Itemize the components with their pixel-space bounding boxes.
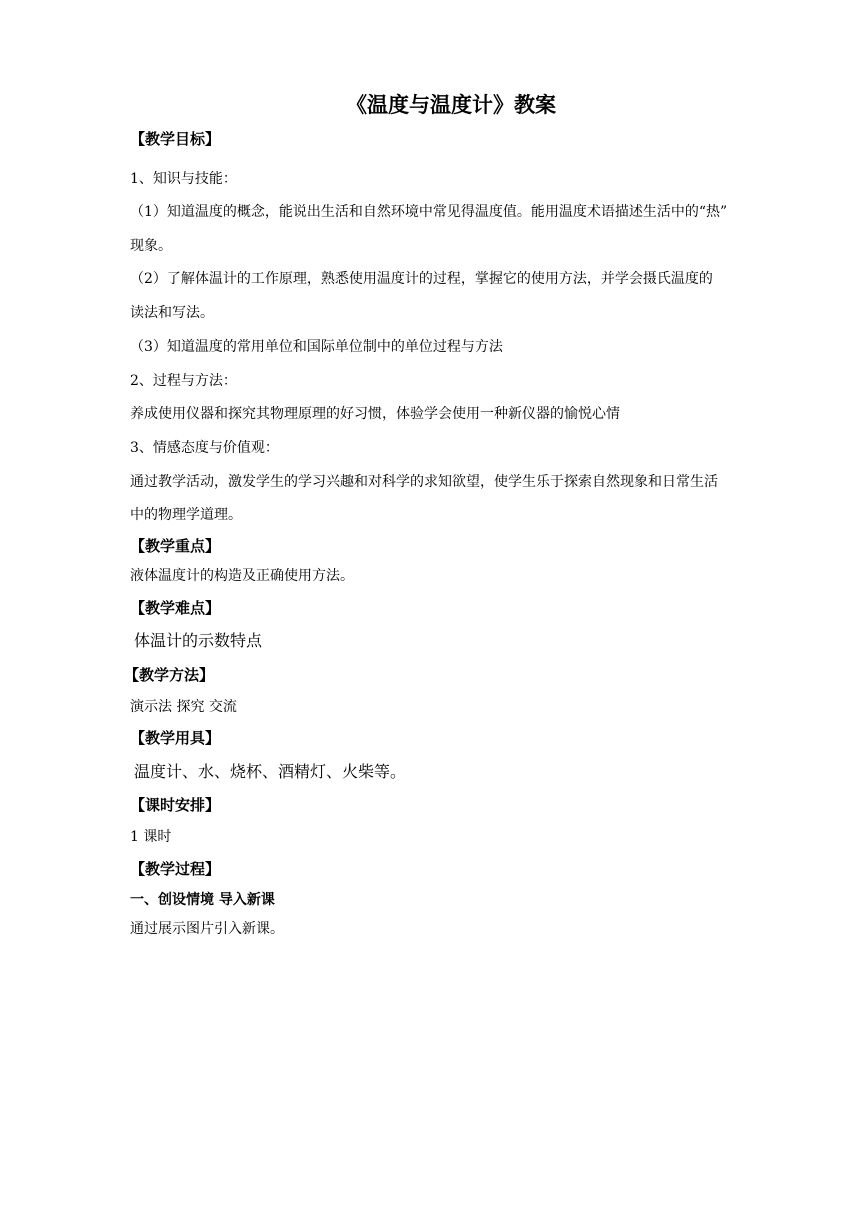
process-method-text: 养成使用仪器和探究其物理原理的好习惯，体验学会使用一种新仪器的愉悦心情 <box>130 406 620 422</box>
key-points-text: 液体温度计的构造及正确使用方法。 <box>130 568 354 584</box>
objective-item-1-line-2: 现象。 <box>130 238 172 254</box>
objective-item-3: （3）知道温度的常用单位和国际单位制中的单位过程与方法 <box>130 339 503 355</box>
tools-heading: 【教学用具】 <box>130 729 221 747</box>
section-1-text: 通过展示图片引入新课。 <box>130 921 284 937</box>
teaching-process-heading: 【教学过程】 <box>130 860 221 878</box>
objectives-heading: 【教学目标】 <box>130 130 221 148</box>
schedule-text: 1 课时 <box>130 829 172 845</box>
objective-item-1-line-1: （1）知道温度的概念，能说出生活和自然环境中常见得温度值。能用温度术语描述生活中的“热” <box>130 204 728 220</box>
difficulty-heading: 【教学难点】 <box>130 599 221 617</box>
objective-item-2-line-2: 读法和写法。 <box>130 305 214 321</box>
emotion-values-line-1: 通过教学活动，激发学生的学习兴趣和对科学的求知欲望，使学生乐于探索自然现象和日常生活 <box>130 474 718 490</box>
emotion-values-line-2: 中的物理学道理。 <box>130 507 242 523</box>
document-title: 《温度与温度计》教案 <box>346 93 556 117</box>
method-heading: 【教学方法】 <box>124 666 215 684</box>
method-text: 演示法 探究 交流 <box>130 699 237 715</box>
section-1-title: 一、创设情境 导入新课 <box>130 892 275 908</box>
knowledge-skills-label: 1、知识与技能： <box>130 171 237 187</box>
schedule-heading: 【课时安排】 <box>130 796 221 814</box>
tools-text: 温度计、水、烧杯、酒精灯、火柴等。 <box>134 762 407 781</box>
difficulty-text: 体温计的示数特点 <box>134 631 263 650</box>
objective-item-2-line-1: （2）了解体温计的工作原理，熟悉使用温度计的过程，掌握它的使用方法，并学会摄氏温度的 <box>130 271 713 287</box>
key-points-heading: 【教学重点】 <box>130 537 221 555</box>
process-method-label: 2、过程与方法： <box>130 373 237 389</box>
emotion-values-label: 3、情感态度与价值观： <box>130 440 279 456</box>
